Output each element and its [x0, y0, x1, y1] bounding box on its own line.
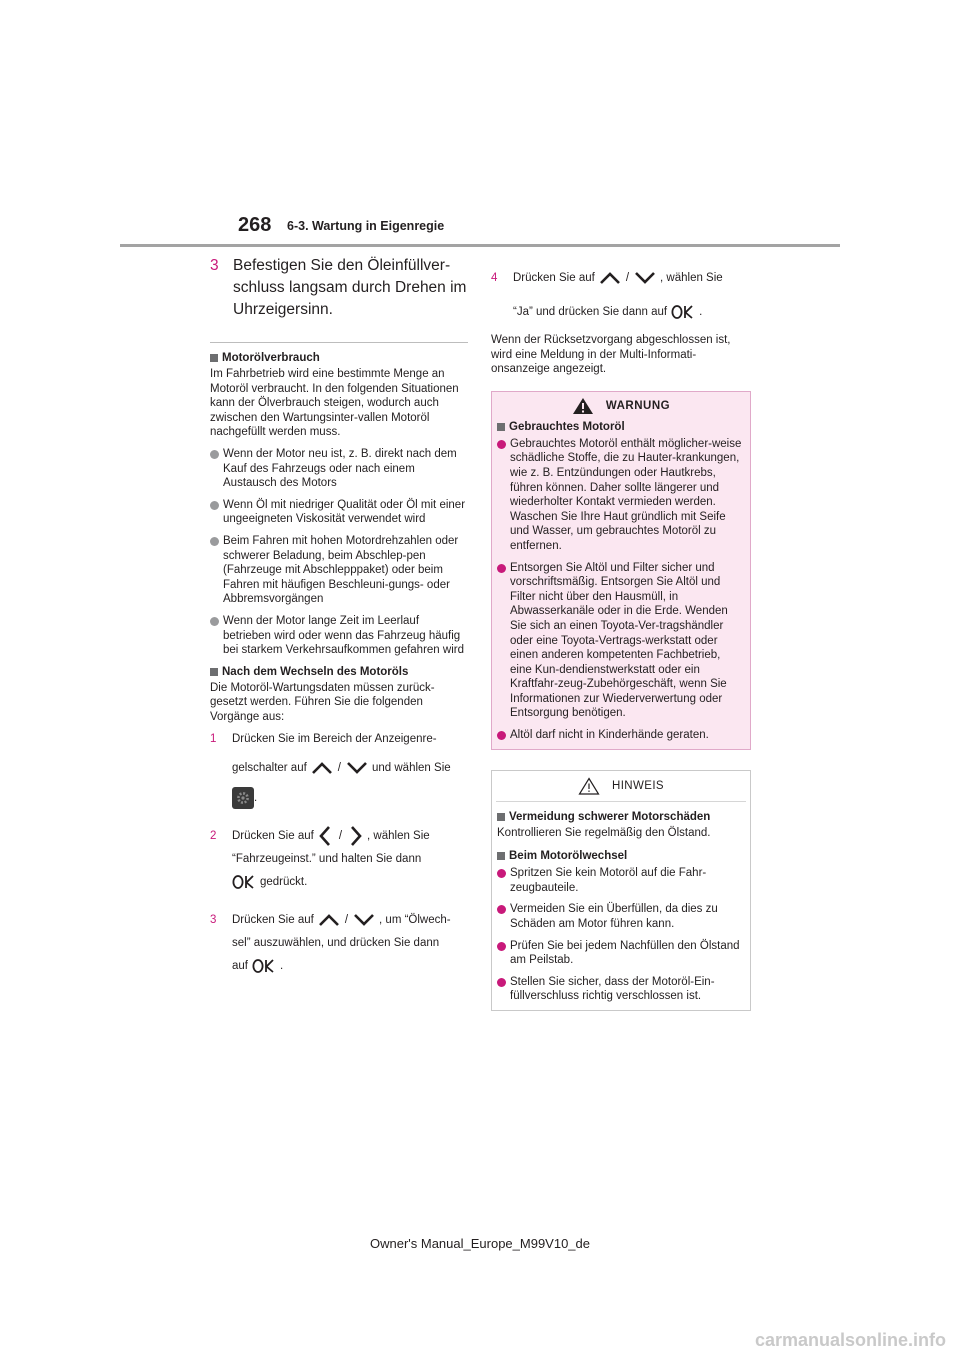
section-heading: Vermeidung schwerer Motorschäden: [497, 810, 744, 825]
chevron-down-icon: [353, 913, 375, 927]
paragraph: Im Fahrbetrieb wird eine bestimmte Menge an Motoröl verbraucht. In den folgenden Situationen kann der Ölverbrauch steigen, wodurch auch zwischen den Wartungsinter-vallen Motoröl nachgefüllt werden muss.: [210, 368, 459, 439]
bullet-dot-icon: [497, 978, 506, 987]
notice-label: HINWEIS: [612, 779, 664, 792]
bullet-dot-icon: [497, 905, 506, 914]
left-column: [210, 255, 468, 981]
chevron-up-icon: [318, 913, 340, 927]
section-heading: Gebrauchtes Motoröl: [497, 420, 744, 435]
caution-triangle-icon: [578, 777, 600, 795]
warning-label: WARNUNG: [605, 399, 671, 412]
list-item: Wenn der Motor neu ist, z. B. direkt nach dem Kauf des Fahrzeugs oder nach einem Austausch des Motors: [210, 447, 468, 491]
ok-button-icon: [232, 874, 256, 890]
section-title: 6-3. Wartung in Eigenregie: [287, 219, 445, 233]
paragraph: Die Motoröl-Wartungsdaten müssen zurück-gesetzt werden. Führen Sie die folgenden Vorgänge aus:: [210, 681, 435, 723]
list-item: Altöl darf nicht in Kinderhände geraten.: [497, 728, 744, 743]
square-bullet-icon: [497, 423, 505, 431]
warning-box: [491, 391, 751, 750]
bullet-dot-icon: [497, 869, 506, 878]
chevron-up-icon: [599, 271, 621, 285]
step-3-text: Befestigen Sie den Öleinfüllver-schluss langsam durch Drehen im Uhrzeigersinn.: [233, 257, 467, 318]
chevron-right-icon: [349, 825, 363, 847]
chevron-left-icon: [318, 825, 332, 847]
section-heading: Nach dem Wechseln des Motoröls: [210, 665, 468, 680]
step-4: 4 Drücken Sie auf / , wählen Sie “Ja” und drücken Sie dann auf .: [491, 272, 723, 318]
footer-manual-id: Owner's Manual_Europe_M99V10_de: [369, 1236, 590, 1251]
bullet-dot-icon: [210, 450, 219, 459]
list-item: Stellen Sie sicher, dass der Motoröl-Ein-füllverschluss richtig verschlossen ist.: [497, 975, 744, 1004]
ok-button-icon: [671, 304, 695, 320]
square-bullet-icon: [497, 852, 505, 860]
step-1: 1 Drücken Sie im Bereich der Anzeigenre- gelschalter auf / und wählen Sie .: [210, 732, 468, 813]
settings-gear-icon: [232, 787, 254, 809]
step-2: 2 Drücken Sie auf / , wählen Sie “Fahrzeugeinst.” und halten Sie dann gedrückt.: [210, 821, 468, 897]
list-item: Prüfen Sie bei jedem Nachfüllen den Ölstand am Peilstab.: [497, 939, 744, 968]
bullet-dot-icon: [497, 731, 506, 740]
list-item: Wenn Öl mit niedriger Qualität oder Öl mit einer ungeeigneten Viskosität verwendet wird: [210, 498, 468, 527]
watermark: carmanualsonline.info: [754, 1330, 946, 1350]
bullet-dot-icon: [497, 942, 506, 951]
list-item: Beim Fahren mit hohen Motordrehzahlen oder schwerer Beladung, beim Abschlep-pen (Fahrzeuge mit Abschlepppaket) oder beim Fahren mit häufigen Beschleuni-gungs- oder Abbremsvorgängen: [210, 534, 468, 607]
divider: [496, 801, 746, 802]
right-column: [491, 255, 751, 1011]
square-bullet-icon: [210, 668, 218, 676]
chevron-up-icon: [311, 761, 333, 775]
bullet-dot-icon: [210, 501, 219, 510]
step-3-install-cap: 3 Befestigen Sie den Öleinfüllver-schluss langsam durch Drehen im Uhrzeigersinn.: [210, 255, 468, 321]
bullet-dot-icon: [210, 617, 219, 626]
square-bullet-icon: [210, 354, 218, 362]
chevron-down-icon: [634, 271, 656, 285]
header-rule: [120, 244, 840, 247]
section-heading: Beim Motorölwechsel: [497, 849, 744, 864]
ok-button-icon: [252, 958, 276, 974]
bullet-dot-icon: [497, 440, 506, 449]
list-item: Spritzen Sie kein Motoröl auf die Fahr-zeugbauteile.: [497, 866, 744, 895]
list-item: Gebrauchtes Motoröl enthält möglicher-weise schädliche Stoffe, die zu Hauter-krankungen, wie z. B. Entzündungen oder Hautkrebs, führen können. Daher sollte längerer und wiederholter Kontakt vermieden werden. Waschen Sie Ihre Haut gründlich mit Seife und Wasser, um gebrauchtes Motoröl zu entfernen.: [497, 437, 744, 554]
warning-triangle-icon: [572, 397, 594, 415]
list-item: Wenn der Motor lange Zeit im Leerlauf betrieben wird oder wenn das Fahrzeug häufig bei starkem Verkehrsaufkommen gefahren wird: [210, 614, 468, 658]
divider: [210, 342, 468, 343]
reset-note: Wenn der Rücksetzvorgang abgeschlossen ist, wird eine Meldung in der Multi-Informati-onsanzeige angezeigt.: [491, 334, 731, 376]
notice-box: [491, 770, 751, 1011]
list-item: Vermeiden Sie ein Überfüllen, da dies zu Schäden am Motor führen kann.: [497, 902, 744, 931]
bullet-dot-icon: [497, 564, 506, 573]
section-heading: Motorölverbrauch: [210, 351, 468, 366]
chevron-down-icon: [346, 761, 368, 775]
paragraph: Kontrollieren Sie regelmäßig den Ölstand.: [497, 826, 711, 839]
list-item: Entsorgen Sie Altöl und Filter sicher und vorschriftsmäßig. Entsorgen Sie Altöl und Filter nicht über den Hausmüll, in Abwasserkanäle oder in die Erde. Wenden Sie sich an einen Toyota-Ver-tragshändler oder eine Toyota-Vertrags-werkstatt oder einen anderen kompetenten Fachbetrieb, eine Kun-dendienstwerkstatt oder ein Kraftfahr-zeug-Zubehörgeschäft, wenn Sie Informationen zur Wiederverwertung oder Entsorgung benötigen.: [497, 561, 744, 722]
square-bullet-icon: [497, 813, 505, 821]
page-number: 268: [238, 214, 272, 236]
bullet-dot-icon: [210, 537, 219, 546]
step-3: 3 Drücken Sie auf / , um “Ölwech- sel” auszuwählen, und drücken Sie dann auf .: [210, 914, 451, 973]
